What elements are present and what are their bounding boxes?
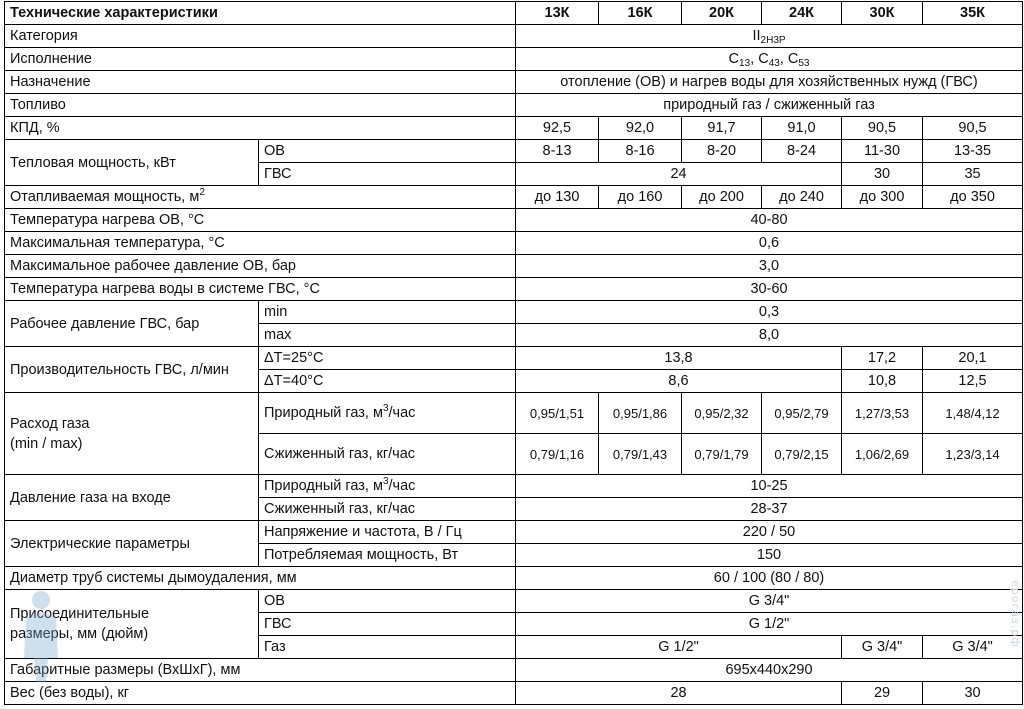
- row-label: Рабочее давление ГВС, бар: [5, 301, 259, 347]
- table-cell: 0,95/2,79: [762, 393, 842, 434]
- sub-label: ΔТ=25°С: [259, 347, 516, 370]
- table-cell: 90,5: [842, 117, 923, 140]
- row-label: Габаритные размеры (ВхШхГ), мм: [5, 659, 516, 682]
- table-cell: 10,8: [842, 370, 923, 393]
- table-cell: 13-35: [923, 140, 1023, 163]
- table-cell: 10-25: [516, 475, 1023, 498]
- table-cell: 8,0: [516, 324, 1023, 347]
- row-label: Электрические параметры: [5, 521, 259, 567]
- table-cell: 0,6: [516, 232, 1023, 255]
- model-35k: 35К: [923, 2, 1023, 25]
- row-ov-temp: [5, 209, 1023, 232]
- sub-label: min: [259, 301, 516, 324]
- model-13k: 13К: [516, 2, 599, 25]
- row-gas-consumption-natural: [5, 393, 1023, 434]
- table-cell: 40-80: [516, 209, 1023, 232]
- table-cell: 8-20: [682, 140, 762, 163]
- model-24k: 24К: [762, 2, 842, 25]
- worker-logo-icon: [18, 588, 64, 684]
- table-cell: 0,95/1,86: [599, 393, 682, 434]
- row-label: Максимальная температура, °С: [5, 232, 516, 255]
- table-cell: 30-60: [516, 278, 1023, 301]
- sub-label: ГВС: [259, 613, 516, 636]
- purpose-value: отопление (ОВ) и нагрев воды для хозяйственных нужд (ГВС): [516, 71, 1023, 94]
- table-cell: 91,0: [762, 117, 842, 140]
- row-label: Отапливаемая мощность, $м^2$: [5, 186, 516, 209]
- sub-label: max: [259, 324, 516, 347]
- row-flue-diameter: [5, 567, 1023, 590]
- table-cell: 28-37: [516, 498, 1023, 521]
- table-cell: 8-24: [762, 140, 842, 163]
- table-cell: 0,95/2,32: [682, 393, 762, 434]
- table-cell: 91,7: [682, 117, 762, 140]
- row-gas-pressure-natural: [5, 475, 1023, 498]
- row-label: Категория: [5, 25, 516, 48]
- table-cell: 90,5: [923, 117, 1023, 140]
- sub-label: Сжиженный газ, кг/час: [259, 434, 516, 475]
- table-cell: 8,6: [516, 370, 842, 393]
- table-cell: до 300: [842, 186, 923, 209]
- table-cell: до 200: [682, 186, 762, 209]
- row-dimensions: [5, 659, 1023, 682]
- table-cell: 0,79/1,43: [599, 434, 682, 475]
- table-cell: до 130: [516, 186, 599, 209]
- fuel-value: природный газ / сжиженный газ: [516, 94, 1023, 117]
- sub-label: Природный газ, $м^3$/час: [259, 393, 516, 434]
- table-cell: 3,0: [516, 255, 1023, 278]
- table-cell: 0,79/1,79: [682, 434, 762, 475]
- table-cell: 150: [516, 544, 1023, 567]
- specifications-table: [4, 1, 1023, 705]
- row-connections-ov: [5, 590, 1023, 613]
- row-electrical-voltage: [5, 521, 1023, 544]
- row-label: Давление газа на входе: [5, 475, 259, 521]
- table-cell: до 350: [923, 186, 1023, 209]
- table-cell: 30: [923, 682, 1023, 705]
- row-efficiency: [5, 117, 1023, 140]
- table-cell: 8-13: [516, 140, 599, 163]
- sub-label: Напряжение и частота, В / Гц: [259, 521, 516, 544]
- row-label: Температура нагрева ОВ, °С: [5, 209, 516, 232]
- sub-label: ОВ: [259, 590, 516, 613]
- table-cell: 0,79/1,16: [516, 434, 599, 475]
- table-cell: 220 / 50: [516, 521, 1023, 544]
- row-purpose: [5, 71, 1023, 94]
- table-cell: 1,48/4,12: [923, 393, 1023, 434]
- table-cell: 60 / 100 (80 / 80): [516, 567, 1023, 590]
- table-cell: 35: [923, 163, 1023, 186]
- table-cell: 92,0: [599, 117, 682, 140]
- table-cell: 8-16: [599, 140, 682, 163]
- row-label: Расход газа (min / max): [5, 393, 259, 475]
- table-cell: 92,5: [516, 117, 599, 140]
- table-cell: 11-30: [842, 140, 923, 163]
- header-row: [5, 2, 1023, 25]
- row-label: КПД, %: [5, 117, 516, 140]
- category-value: $II_{2H3P}$: [516, 25, 1023, 48]
- row-label: Температура нагрева воды в системе ГВС, °С: [5, 278, 516, 301]
- row-label: Тепловая мощность, кВт: [5, 140, 259, 186]
- row-label: Топливо: [5, 94, 516, 117]
- model-16k: 16К: [599, 2, 682, 25]
- row-gvs-capacity-dt25: [5, 347, 1023, 370]
- sub-label: ГВС: [259, 163, 516, 186]
- table-cell: 28: [516, 682, 842, 705]
- row-label: Диаметр труб системы дымоудаления, мм: [5, 567, 516, 590]
- table-cell: 17,2: [842, 347, 923, 370]
- row-label: Производительность ГВС, л/мин: [5, 347, 259, 393]
- table-cell: 12,5: [923, 370, 1023, 393]
- sub-label: ΔТ=40°С: [259, 370, 516, 393]
- row-label: Назначение: [5, 71, 516, 94]
- table-title: Технические характеристики: [5, 2, 516, 25]
- model-30k: 30К: [842, 2, 923, 25]
- table-cell: 0,3: [516, 301, 1023, 324]
- table-cell: G 1/2": [516, 636, 842, 659]
- table-cell: 30: [842, 163, 923, 186]
- row-execution: [5, 48, 1023, 71]
- table-cell: G 3/4": [516, 590, 1023, 613]
- sub-label: Газ: [259, 636, 516, 659]
- row-gvs-pressure-min: [5, 301, 1023, 324]
- sub-label: ОВ: [259, 140, 516, 163]
- table-cell: G 3/4": [923, 636, 1023, 659]
- table-cell: 695x440x290: [516, 659, 1023, 682]
- table-cell: до 240: [762, 186, 842, 209]
- row-label: Максимальное рабочее давление ОВ, бар: [5, 255, 516, 278]
- table-cell: 1,06/2,69: [842, 434, 923, 475]
- sub-label: Сжиженный газ, кг/час: [259, 498, 516, 521]
- table-cell: 29: [842, 682, 923, 705]
- execution-value: $C_{13}$, $C_{43}$, $C_{53}$: [516, 48, 1023, 71]
- watermark: ерогаз.рф: [1009, 580, 1022, 648]
- row-weight: [5, 682, 1023, 705]
- row-heat-power-ov: [5, 140, 1023, 163]
- row-max-pressure: [5, 255, 1023, 278]
- row-fuel: [5, 94, 1023, 117]
- table-cell: 0,95/1,51: [516, 393, 599, 434]
- table-cell: G 1/2": [516, 613, 1023, 636]
- row-gvs-temp: [5, 278, 1023, 301]
- row-label: Исполнение: [5, 48, 516, 71]
- row-label: Вес (без воды), кг: [5, 682, 516, 705]
- table-cell: 24: [516, 163, 842, 186]
- table-cell: 1,27/3,53: [842, 393, 923, 434]
- table-cell: 1,23/3,14: [923, 434, 1023, 475]
- sub-label: Природный газ, $м^3$/час: [259, 475, 516, 498]
- row-category: [5, 25, 1023, 48]
- table-cell: 0,79/2,15: [762, 434, 842, 475]
- model-20k: 20К: [682, 2, 762, 25]
- row-heated-area: [5, 186, 1023, 209]
- row-max-temp: [5, 232, 1023, 255]
- table-cell: до 160: [599, 186, 682, 209]
- table-cell: 13,8: [516, 347, 842, 370]
- table-cell: G 3/4": [842, 636, 923, 659]
- row-label: Присоединительные размеры, мм (дюйм): [5, 590, 259, 659]
- sub-label: Потребляемая мощность, Вт: [259, 544, 516, 567]
- table-cell: 20,1: [923, 347, 1023, 370]
